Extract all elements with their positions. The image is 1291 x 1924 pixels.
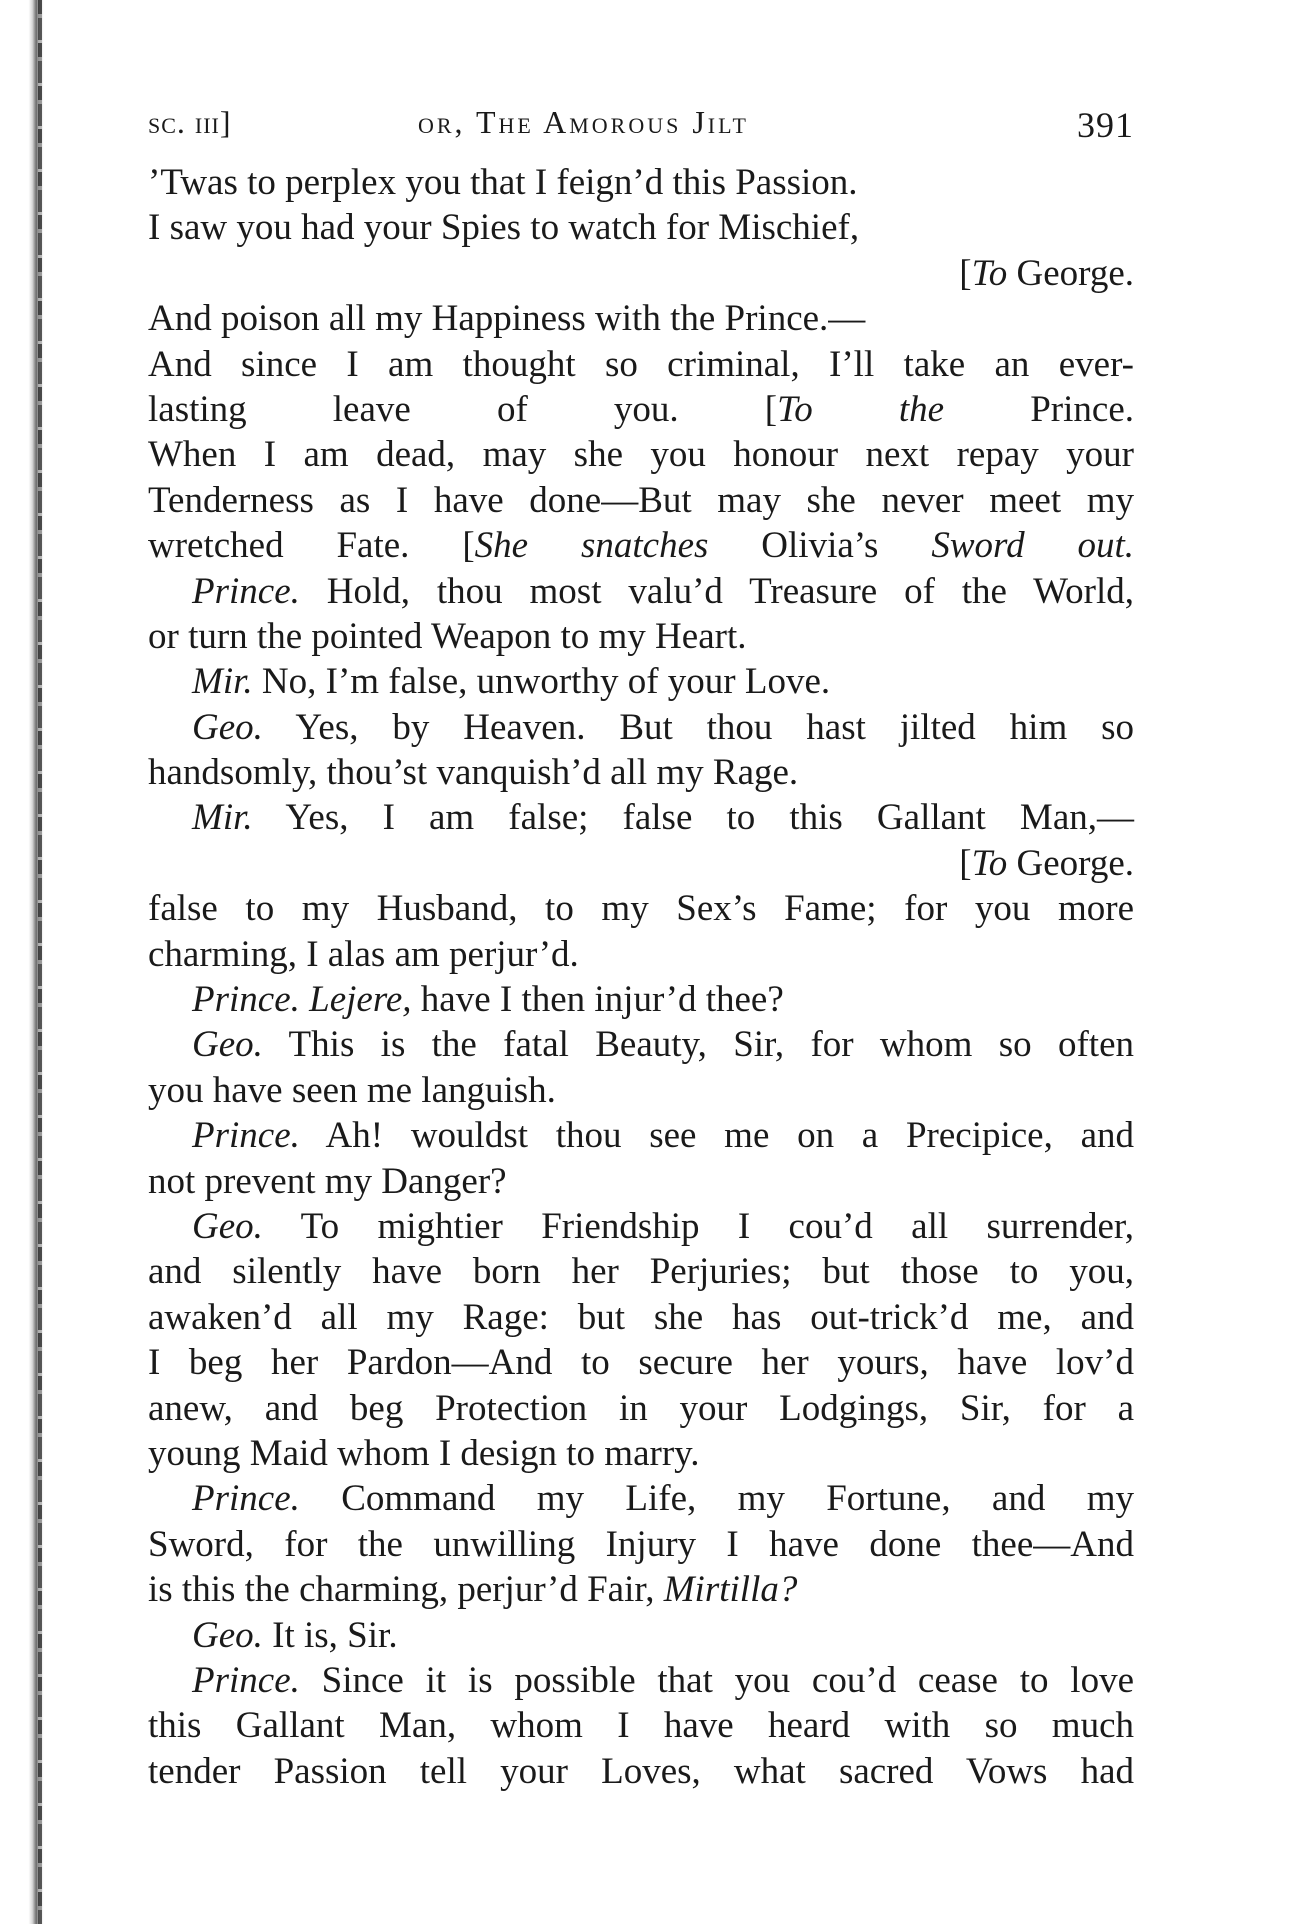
text-segment: false to my Husband, to my Sex’s Fame; for you more xyxy=(148,888,1134,930)
text-segment: young Maid whom I design to marry. xyxy=(148,1432,700,1474)
text-segment: [ xyxy=(409,525,475,567)
text-line xyxy=(148,1249,1134,1294)
text-line xyxy=(148,1022,1134,1067)
text-line xyxy=(148,659,1134,704)
text-line xyxy=(148,1703,1134,1748)
text-segment: Prince. xyxy=(944,388,1135,430)
text-segment: Command my Life, my Fortune, and my xyxy=(299,1478,1134,1520)
italic-text: Geo. xyxy=(192,706,263,748)
text-segment: not prevent my Danger? xyxy=(148,1160,507,1202)
italic-text: Mirtilla? xyxy=(663,1569,798,1611)
text-segment: Olivia’s xyxy=(708,525,932,567)
text-line xyxy=(148,1613,1134,1658)
text-line xyxy=(148,1295,1134,1340)
stage-direction-line xyxy=(148,251,1134,296)
text-line xyxy=(148,1159,1134,1204)
book-binding-edge xyxy=(0,0,52,1924)
italic-text: To xyxy=(971,842,1008,884)
text-segment: And since I am thought so criminal, I’ll take an ever- xyxy=(148,343,1134,385)
text-line xyxy=(148,1431,1134,1476)
text-line xyxy=(148,795,1134,840)
text-segment: [ xyxy=(959,842,972,884)
text-segment: and silently have born her Perjuries; but those to you, xyxy=(148,1251,1134,1293)
running-header xyxy=(148,104,1134,154)
text-segment: Sword, for the unwilling Injury I have done thee—And xyxy=(148,1523,1134,1565)
italic-text: Geo. xyxy=(192,1205,263,1247)
italic-text: Prince. xyxy=(192,1115,300,1157)
text-line xyxy=(148,478,1134,523)
italic-text: Prince. xyxy=(192,1478,300,1520)
text-line xyxy=(148,750,1134,795)
text-segment: or turn the pointed Weapon to my Heart. xyxy=(148,615,747,657)
text-line xyxy=(148,1113,1134,1158)
text-segment: When I am dead, may she you honour next repay your xyxy=(148,434,1134,476)
text-segment: handsomly, thou’st vanquish’d all my Rage. xyxy=(148,752,799,794)
text-segment: No, I’m false, unworthy of your Love. xyxy=(252,661,831,703)
text-segment: I saw you had your Spies to watch for Mischief, xyxy=(148,207,860,249)
italic-text: Mir. xyxy=(192,797,253,839)
text-line xyxy=(148,342,1134,387)
stage-direction-line xyxy=(148,841,1134,886)
italic-text: Lejere, xyxy=(309,979,412,1021)
text-segment: This is the fatal Beauty, Sir, for whom so often xyxy=(262,1024,1134,1066)
text-segment: George. xyxy=(1007,842,1134,884)
text-segment: this Gallant Man, whom I have heard with so much xyxy=(148,1705,1134,1747)
italic-text: Sword out. xyxy=(931,525,1134,567)
text-segment: Yes, I am false; false to this Gallant Man,— xyxy=(252,797,1134,839)
text-line xyxy=(148,160,1134,205)
text-segment: Yes, by Heaven. But thou hast jilted him so xyxy=(262,706,1134,748)
text-line xyxy=(148,1567,1134,1612)
italic-text: Mir. xyxy=(192,661,253,703)
running-title: or, The Amorous Jilt xyxy=(418,104,749,140)
text-line xyxy=(148,1340,1134,1385)
text-segment: is this the charming, perjur’d Fair, xyxy=(148,1569,664,1611)
text-segment: And poison all my Happiness with the Prince.— xyxy=(148,298,866,340)
text-segment: I beg her Pardon—And to secure her yours, have lov’d xyxy=(148,1342,1134,1384)
text-segment: Hold, thou most valu’d Treasure of the World, xyxy=(299,570,1134,612)
italic-text: To the xyxy=(777,388,945,430)
text-segment: ’Twas to perplex you that I feign’d this Passion. xyxy=(148,162,858,203)
text-segment: Ah! wouldst thou see me on a Precipice, and xyxy=(299,1115,1134,1157)
text-line xyxy=(148,705,1134,750)
text-segment: It is, Sir. xyxy=(262,1614,398,1656)
text-line xyxy=(148,614,1134,659)
italic-text: Geo. xyxy=(192,1024,263,1066)
text-segment: [ xyxy=(678,388,778,430)
text-segment: George. xyxy=(1007,252,1134,294)
page-number: 391 xyxy=(1077,105,1134,145)
text-line xyxy=(148,1476,1134,1521)
text-segment: [ xyxy=(959,252,972,294)
italic-text: Prince. xyxy=(192,979,300,1021)
text-line xyxy=(148,432,1134,477)
text-segment: charming, I alas am perjur’d. xyxy=(148,933,579,975)
text-segment: To mightier Friendship I cou’d all surrender, xyxy=(262,1205,1134,1247)
text-line xyxy=(148,932,1134,977)
text-segment: you have seen me languish. xyxy=(148,1069,556,1111)
text-line xyxy=(148,1522,1134,1567)
italic-text: Prince. xyxy=(192,570,300,612)
text-line xyxy=(148,886,1134,931)
text-segment: wretched Fate. xyxy=(148,525,410,567)
text-segment: have I then injur’d thee? xyxy=(411,979,784,1021)
text-line xyxy=(148,523,1134,568)
text-segment xyxy=(300,979,309,1020)
text-line xyxy=(148,977,1134,1022)
scene-marker: sc. iii] xyxy=(148,104,232,140)
text-segment: tender Passion tell your Loves, what sacred Vows had xyxy=(148,1750,1134,1792)
italic-text: She snatches xyxy=(474,525,709,567)
text-segment: awaken’d all my Rage: but she has out-trick’d me, and xyxy=(148,1296,1134,1338)
text-line xyxy=(148,1204,1134,1249)
italic-text: Geo. xyxy=(192,1614,263,1656)
text-line xyxy=(148,1749,1134,1794)
italic-text: Prince. xyxy=(192,1659,300,1701)
text-line xyxy=(148,387,1134,432)
italic-text: To xyxy=(971,252,1008,294)
text-segment: lasting leave of you. xyxy=(148,388,679,430)
text-segment: anew, and beg Protection in your Lodgings, Sir, for a xyxy=(148,1387,1134,1429)
text-segment: Tenderness as I have done—But may she never meet my xyxy=(148,479,1134,521)
text-line xyxy=(148,1658,1134,1703)
text-line xyxy=(148,296,1134,341)
text-line xyxy=(148,205,1134,250)
play-text xyxy=(148,160,1134,1794)
text-line xyxy=(148,569,1134,614)
binding-shadow xyxy=(38,0,42,1924)
text-segment: Since it is possible that you cou’d cease to love xyxy=(299,1659,1134,1701)
text-line xyxy=(148,1386,1134,1431)
text-line xyxy=(148,1068,1134,1113)
